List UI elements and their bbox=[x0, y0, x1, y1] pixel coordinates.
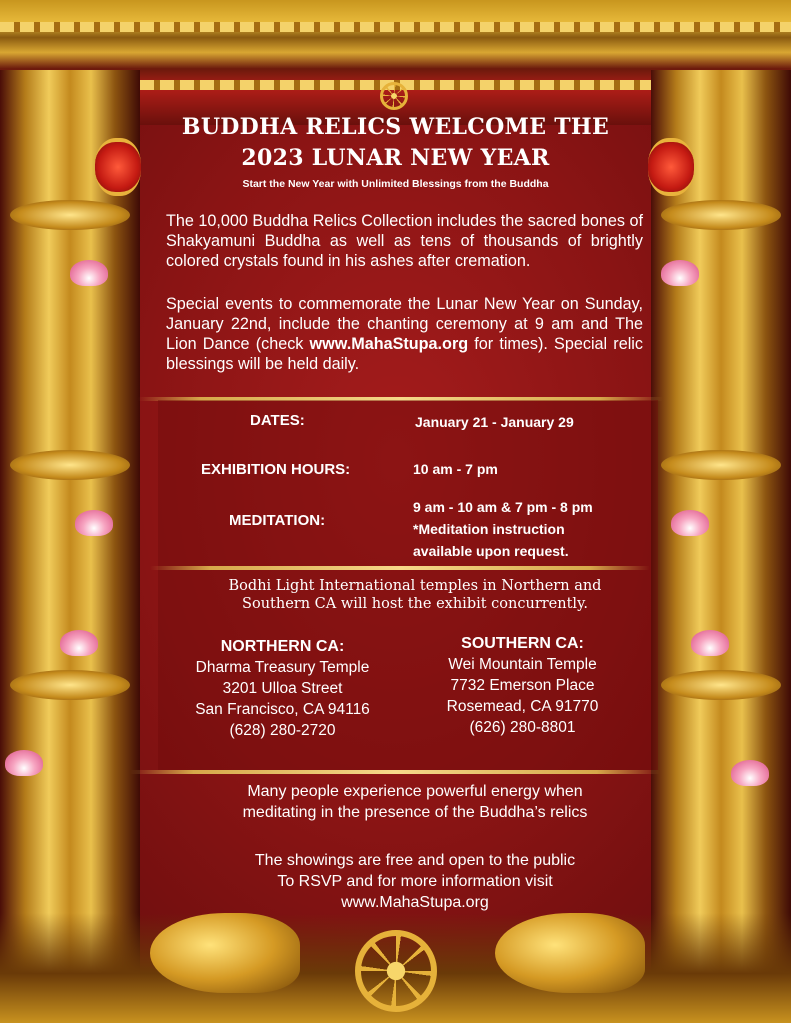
dates-value: January 21 - January 29 bbox=[415, 414, 574, 430]
closing-rsvp bbox=[170, 850, 660, 913]
lotus-icon bbox=[75, 510, 113, 536]
temples-intro bbox=[180, 577, 650, 613]
temples-intro-line-1: Bodhi Light International temples in Northern and bbox=[228, 578, 602, 594]
closing-website-link[interactable]: www.MahaStupa.org bbox=[341, 894, 489, 911]
right-dragon-pillar bbox=[651, 70, 791, 1023]
northern-ca-heading: NORTHERN CA: bbox=[220, 638, 345, 655]
dragon-head-icon bbox=[495, 913, 645, 993]
pillar-ring bbox=[10, 200, 130, 230]
paragraph-2-text: Special events to commemorate the Lunar New Year on Sunday, January 22nd, include the chanting ceremony at 9 am and The Lion Dance (check bbox=[166, 295, 643, 353]
closing-line-1: Many people experience powerful energy when bbox=[247, 783, 583, 800]
dharma-wheel-icon bbox=[380, 82, 408, 110]
lotus-icon bbox=[731, 760, 769, 786]
pillar-ring bbox=[10, 450, 130, 480]
title-line-2: 2023 LUNAR NEW YEAR bbox=[241, 145, 550, 171]
pillar-ring bbox=[661, 670, 781, 700]
divider bbox=[130, 770, 660, 774]
lotus-icon bbox=[60, 630, 98, 656]
closing-line-2: meditating in the presence of the Buddha’s relics bbox=[242, 804, 588, 821]
closing-line-4: To RSVP and for more information visit bbox=[277, 873, 553, 890]
dates-label: DATES: bbox=[250, 412, 305, 429]
lotus-icon bbox=[485, 55, 535, 89]
lotus-icon bbox=[691, 630, 729, 656]
northern-city: San Francisco, CA 94116 bbox=[195, 701, 370, 718]
intro-paragraph-2 bbox=[166, 294, 643, 374]
page-title bbox=[150, 112, 641, 174]
dragon-head-icon bbox=[150, 913, 300, 993]
northern-temple-name: Dharma Treasury Temple bbox=[195, 659, 370, 676]
divider bbox=[150, 566, 650, 570]
northern-street: 3201 Ulloa Street bbox=[222, 680, 343, 697]
header bbox=[150, 112, 641, 190]
temples-intro-line-2: Southern CA will host the exhibit concurrently. bbox=[242, 596, 588, 612]
lantern-icon bbox=[648, 138, 694, 196]
closing-line-3: The showings are free and open to the public bbox=[254, 852, 576, 869]
subtitle: Start the New Year with Unlimited Blessings from the Buddha bbox=[242, 178, 549, 190]
website-link[interactable]: www.MahaStupa.org bbox=[309, 335, 469, 353]
lotus-icon bbox=[661, 260, 699, 286]
meditation-note-1: *Meditation instruction bbox=[413, 521, 565, 537]
southern-ca-heading: SOUTHERN CA: bbox=[461, 635, 584, 652]
southern-street: 7732 Emerson Place bbox=[450, 677, 595, 694]
pillar-ring bbox=[661, 200, 781, 230]
southern-phone: (626) 280-8801 bbox=[469, 719, 576, 736]
lotus-icon bbox=[263, 55, 313, 89]
intro-paragraph-1: The 10,000 Buddha Relics Collection includes the sacred bones of Shakyamuni Buddha as well as tens of thousands of brightly colored crystals found in his ashes after cremation. bbox=[166, 212, 643, 270]
lantern-icon bbox=[95, 138, 141, 196]
lotus-icon bbox=[180, 55, 230, 89]
closing-statement bbox=[170, 781, 660, 823]
left-dragon-pillar bbox=[0, 70, 140, 1023]
southern-ca-address bbox=[410, 633, 635, 738]
meditation-label: MEDITATION: bbox=[229, 512, 326, 529]
dharma-wheel-icon bbox=[355, 930, 437, 1012]
hours-value: 10 am - 7 pm bbox=[413, 461, 498, 477]
northern-ca-address bbox=[170, 636, 395, 741]
lotus-icon bbox=[5, 750, 43, 776]
lotus-icon bbox=[568, 55, 618, 89]
meditation-times: 9 am - 10 am & 7 pm - 8 pm bbox=[413, 499, 593, 515]
title-line-1: BUDDHA RELICS WELCOME THE bbox=[181, 114, 610, 140]
roof-band bbox=[0, 22, 791, 32]
southern-city: Rosemead, CA 91770 bbox=[446, 698, 599, 715]
hours-label: EXHIBITION HOURS: bbox=[201, 461, 351, 478]
northern-phone: (628) 280-2720 bbox=[229, 722, 336, 739]
meditation-note-2: available upon request. bbox=[413, 543, 569, 559]
pillar-ring bbox=[661, 450, 781, 480]
southern-temple-name: Wei Mountain Temple bbox=[448, 656, 597, 673]
lotus-icon bbox=[671, 510, 709, 536]
meditation-value bbox=[413, 496, 593, 562]
paragraph-2-text-end: for times). Special relic blessings will be held daily. bbox=[166, 335, 643, 373]
lotus-icon bbox=[70, 260, 108, 286]
pillar-ring bbox=[10, 670, 130, 700]
